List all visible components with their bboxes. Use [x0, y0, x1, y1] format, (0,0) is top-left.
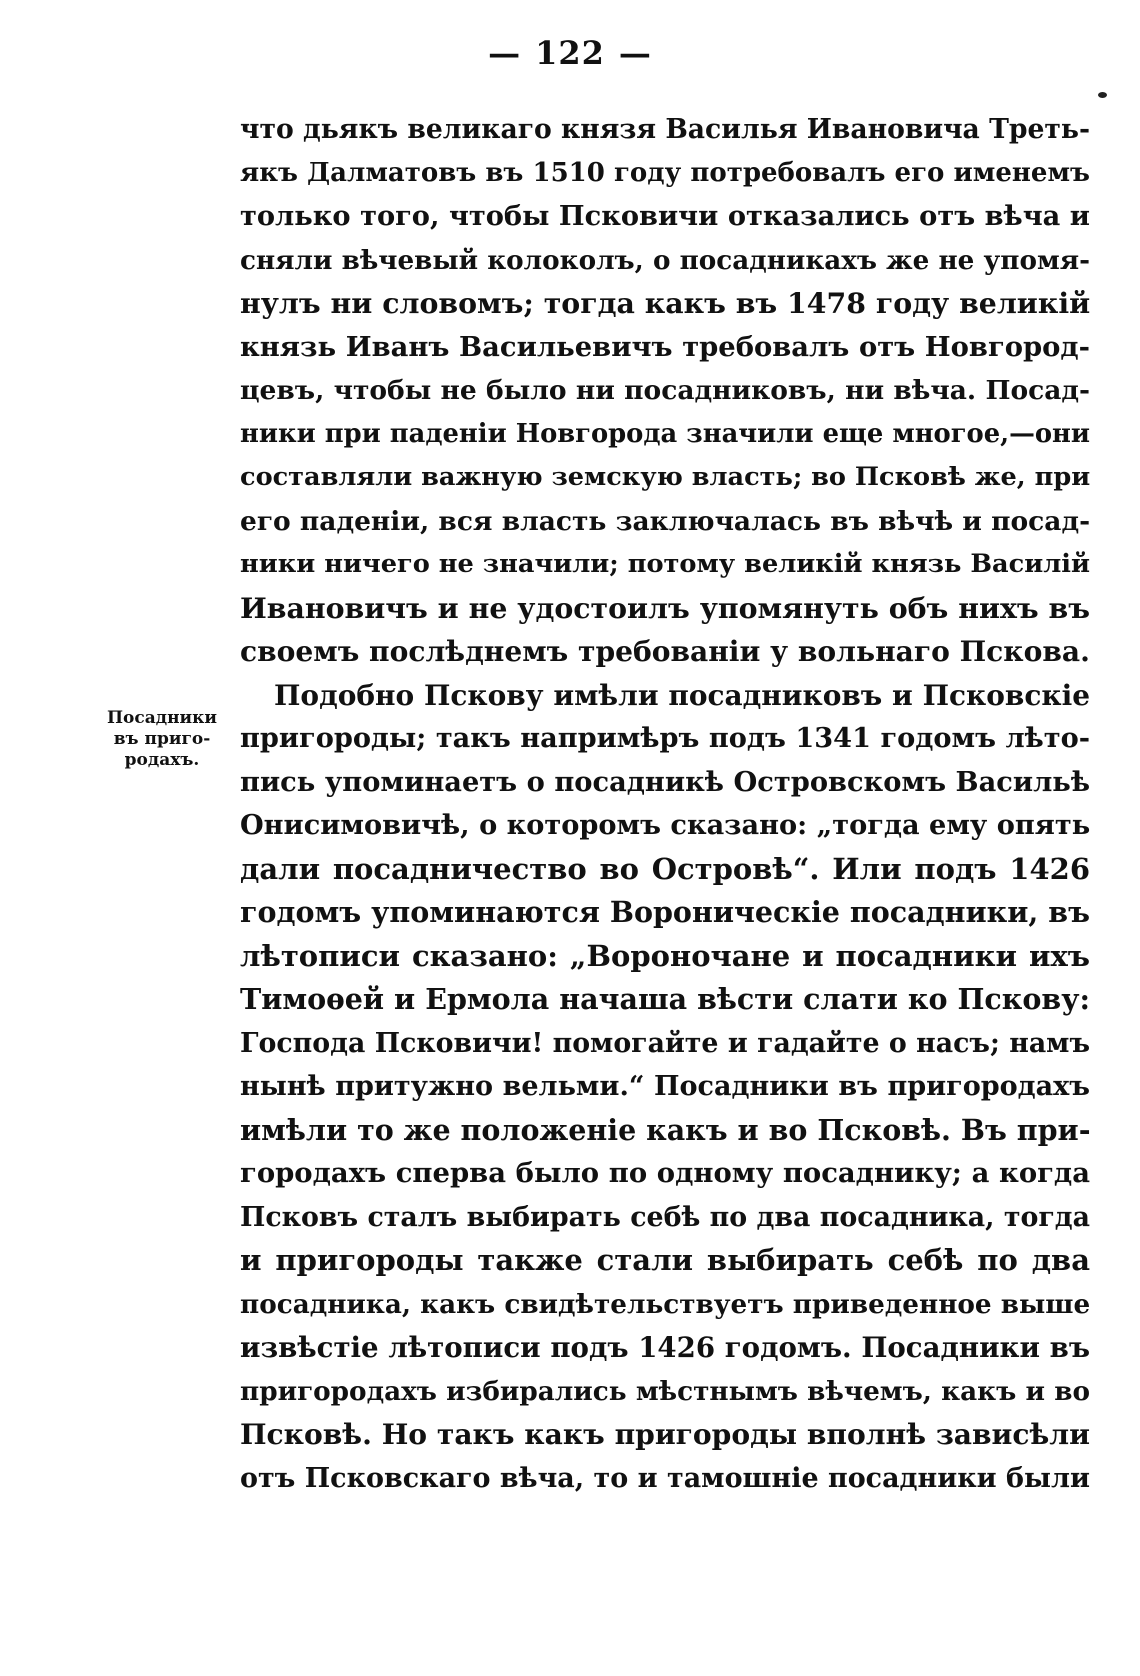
text-line: нулъ ни словомъ; тогда какъ въ 1478 году великій [240, 286, 1091, 320]
text-line: пись упоминаетъ о посадникѣ Островскомъ Васильѣ [240, 765, 1090, 798]
text-line: Господа Псковичи! помогайте и гадайте о насъ; намъ [240, 1027, 1090, 1059]
text-line: Тимоѳей и Ермола начаша вѣсти слати ко Пскову: [240, 982, 1090, 1016]
text-line: имѣли то же положеніе какъ и во Псковѣ. Въ при- [240, 1112, 1091, 1147]
text-line: пригородахъ избирались мѣстнымъ вѣчемъ, какъ и во [240, 1375, 1090, 1407]
page-number [0, 34, 1140, 72]
text-line: Псковѣ. Но такъ какъ пригороды вполнѣ зависѣли [240, 1418, 1090, 1451]
text-line: нынѣ притужно вельми.“ Посадники въ пригородахъ [240, 1071, 1090, 1102]
text-line: Онисимовичѣ, о которомъ сказано: „тогда ему опять [240, 809, 1091, 841]
text-line: лѣтописи сказано: „Вороночане и посадники ихъ [240, 938, 1090, 973]
text-line: что дьякъ великаго князя Василья Ивановича Треть- [240, 114, 1090, 145]
text-line: его паденіи, вся власть заключалась въ вѣчѣ и посад- [240, 505, 1091, 537]
text-line: Подобно Пскову имѣли посадниковъ и Псковскіе [274, 678, 1090, 712]
text-line: извѣстіе лѣтописи подъ 1426 годомъ. Посадники въ [240, 1331, 1090, 1364]
text-line: и пригороды также стали выбирать себѣ по два [240, 1243, 1090, 1277]
text-line: ники ничего не значили; потому великій князь Василій [240, 549, 1090, 579]
text-line: отъ Псковскаго вѣча, то и тамошніе посадники были [240, 1462, 1090, 1494]
text-line: составляли важную земскую власть; во Псковѣ же, при [240, 462, 1091, 492]
page-number-value: 122 [535, 34, 605, 72]
body-text [240, 108, 1090, 1500]
text-line: пригороды; такъ напримѣръ подъ 1341 годомъ лѣто- [240, 722, 1090, 754]
text-line: городахъ сперва было по одному посаднику; а когда [240, 1157, 1090, 1189]
margin-note [92, 708, 232, 771]
page-number-dash-right: — [618, 34, 652, 72]
text-line: Ивановичъ и не удостоилъ упомянуть объ нихъ въ [240, 590, 1090, 625]
text-line: Псковъ сталъ выбирать себѣ по два посадника, тогда [240, 1201, 1090, 1233]
margin-note-line: родахъ. [124, 750, 200, 770]
text-line: посадника, какъ свидѣтельствуетъ приведенное выше [240, 1288, 1091, 1320]
text-line: цевъ, чтобы не было ни посадниковъ, ни вѣча. Посад- [240, 375, 1090, 406]
text-line: ники при паденіи Новгорода значили еще многое,—они [240, 418, 1090, 449]
text-line: годомъ упоминаются Вороническіе посадники, въ [240, 895, 1090, 929]
paragraph-2 [240, 674, 1090, 1501]
text-line: якъ Далматовъ въ 1510 году потребовалъ его именемъ [240, 157, 1090, 188]
print-speck [1098, 92, 1107, 98]
text-line: сняли вѣчевый колоколъ, о посадникахъ же не упомя- [240, 244, 1090, 276]
page-number-dash-left: — [488, 34, 522, 72]
text-line: князь Иванъ Васильевичъ требовалъ отъ Новгород- [240, 330, 1090, 363]
text-line: только того, чтобы Псковичи отказались отъ вѣча и [240, 200, 1090, 232]
margin-note-line: Посадники [106, 708, 218, 728]
text-line: дали посадничество во Островѣ“. Или подъ 1426 [240, 851, 1090, 886]
margin-note-line: въ приго- [113, 729, 211, 749]
paragraph-1 [240, 108, 1090, 674]
text-line: своемъ послѣднемъ требованіи у вольнаго Пскова. [240, 635, 1090, 668]
